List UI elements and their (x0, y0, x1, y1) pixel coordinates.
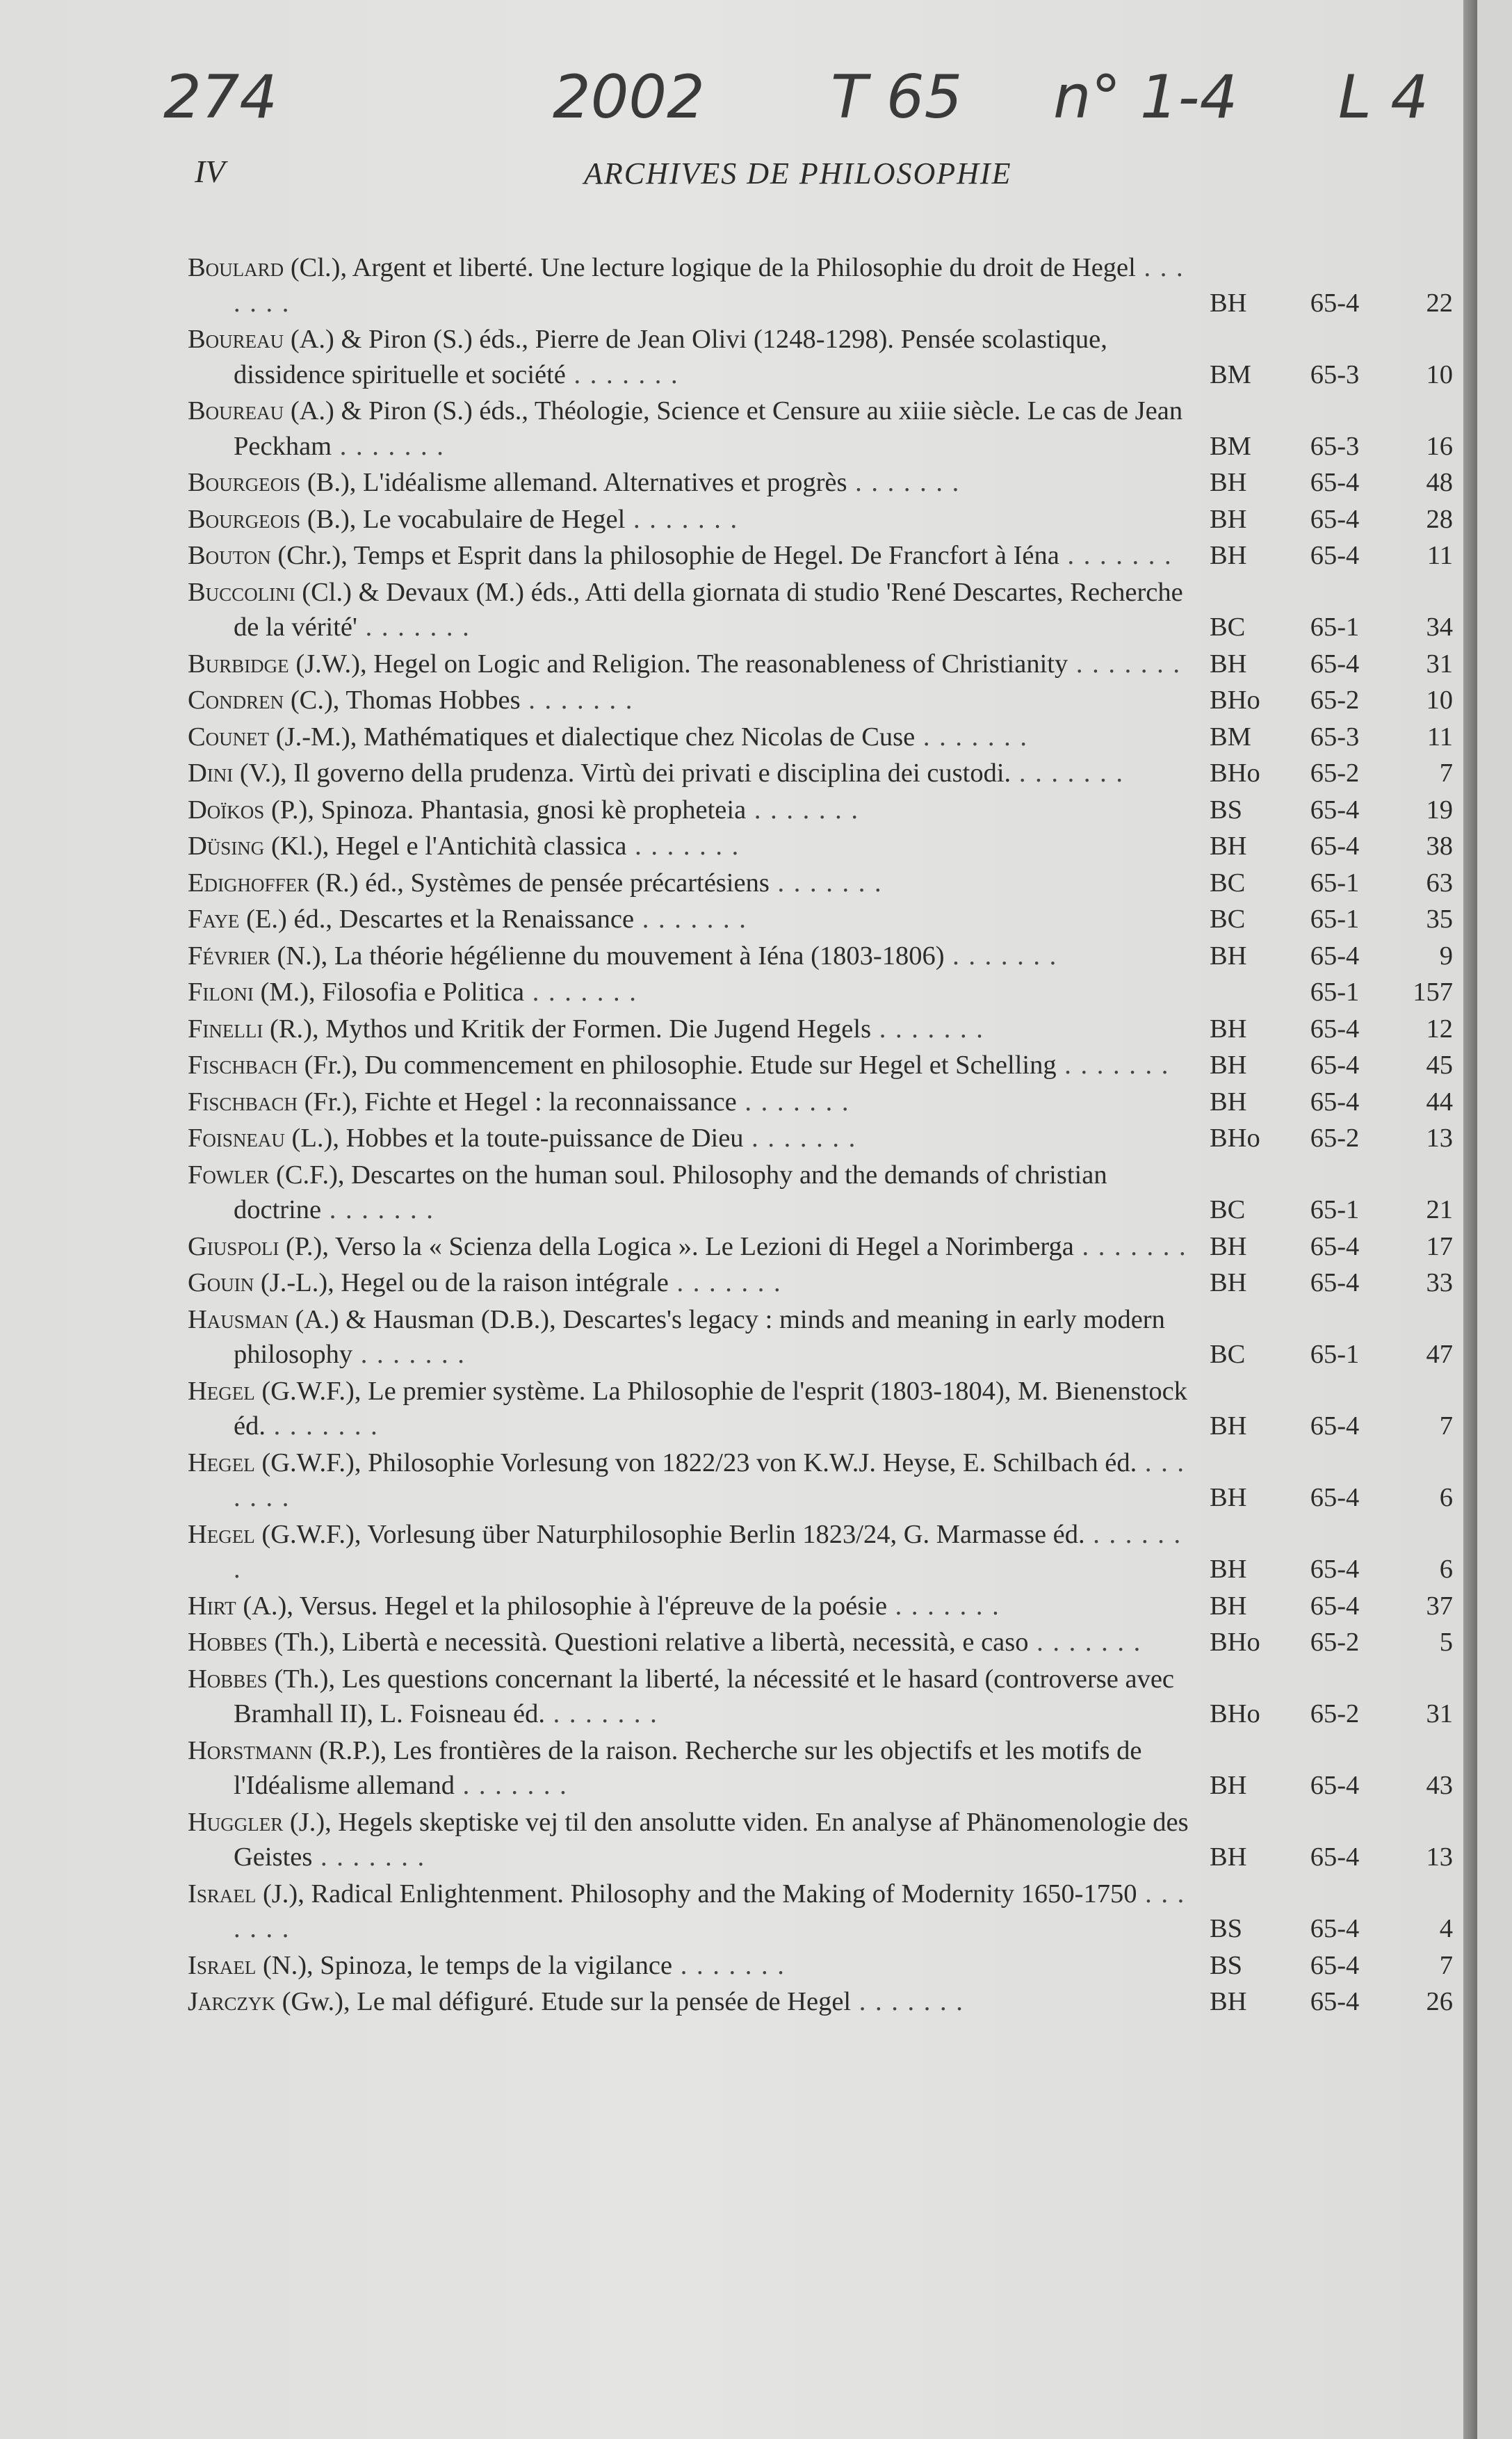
entry-title: (Th.), Les questions concernant la liberté, la nécessité et le hasard (controverse avec Bramhall II), L. Foisneau éd. (234, 1664, 1174, 1728)
entry-title: (R.) éd., Systèmes de pensée précartésiens (309, 868, 770, 898)
entry-title: (Fr.), Du commencement en philosophie. Etude sur Hegel et Schelling (297, 1051, 1057, 1080)
entry-author: Fischbach (188, 1087, 298, 1117)
entry-author: Boulard (188, 253, 284, 282)
entry-volume: 65-4 (1310, 1483, 1360, 1512)
entry-section: BH (1210, 1087, 1247, 1117)
entry-page: 21 (1426, 1195, 1453, 1224)
entry-author: Filoni (188, 978, 254, 1007)
index-entry (188, 1158, 1453, 1228)
leader-dots: . . . . . . . (871, 1014, 984, 1044)
entry-citation (188, 502, 1196, 537)
entry-title: (J.W.), Hegel on Logic and Religion. The reasonableness of Christianity (288, 649, 1068, 679)
index-entry (188, 1517, 1453, 1587)
entry-page: 17 (1426, 1231, 1453, 1261)
entry-title: (N.), La théorie hégélienne du mouvement à Iéna (1803-1806) (270, 941, 945, 971)
entry-citation (188, 1589, 1196, 1624)
entry-section: BM (1210, 431, 1251, 461)
entry-author: Düsing (188, 832, 265, 861)
entry-volume: 65-4 (1310, 1555, 1360, 1584)
entry-title: (Chr.), Temps et Esprit dans la philosophie de Hegel. De Francfort à Iéna (270, 541, 1059, 570)
handwritten-annotation (163, 63, 1456, 153)
leader-dots: . . . . . . . (1056, 1051, 1170, 1080)
entry-citation (188, 720, 1196, 755)
index-entry (188, 1589, 1453, 1624)
leader-dots: . . . . . . . (1059, 541, 1173, 570)
entry-author: Boureau (188, 325, 284, 354)
index-entry (188, 1877, 1453, 1947)
index-entry (188, 538, 1453, 574)
entry-citation (188, 394, 1196, 464)
index-entry (188, 902, 1453, 937)
entry-volume: 65-4 (1310, 541, 1360, 570)
index-entry (188, 1265, 1453, 1301)
entry-citation (188, 1625, 1196, 1660)
entry-volume: 65-1 (1310, 868, 1360, 898)
entry-section: BH (1210, 468, 1247, 497)
entry-page: 26 (1426, 1987, 1453, 2016)
entry-author: Counet (188, 722, 270, 752)
running-header (195, 153, 1376, 195)
entry-citation (188, 1877, 1196, 1947)
entry-citation (188, 1302, 1196, 1372)
entry-title: (Th.), Libertà e necessità. Questioni relative a libertà, necessità, e caso (267, 1628, 1029, 1657)
entry-section: BH (1210, 1555, 1247, 1584)
entry-title: (V.), Il governo della prudenza. Virtù dei privati e disciplina dei custodi. (233, 759, 1011, 788)
entry-citation (188, 1048, 1196, 1083)
entry-section: BH (1210, 1771, 1247, 1800)
entry-citation (188, 793, 1196, 828)
entry-section: BC (1210, 1195, 1246, 1224)
entry-section: BC (1210, 868, 1246, 898)
entry-page: 13 (1426, 1842, 1453, 1872)
entry-citation (188, 683, 1196, 718)
index-entry (188, 720, 1453, 755)
index-entry (188, 1662, 1453, 1732)
entry-volume: 65-4 (1310, 1087, 1360, 1117)
leader-dots: . . . . . . . (321, 1195, 434, 1224)
entry-volume: 65-2 (1310, 1628, 1360, 1657)
leader-dots: . . . . . . . (743, 1124, 857, 1153)
entry-section: BM (1210, 359, 1251, 389)
entry-page: 35 (1426, 905, 1453, 934)
entry-author: Bourgeois (188, 504, 301, 534)
adjacent-page-edge (1477, 0, 1512, 2439)
entry-author: Edighoffer (188, 868, 310, 898)
entry-title: (B.), Le vocabulaire de Hegel (300, 504, 626, 534)
entry-title: (A.) & Piron (S.) éds., Théologie, Science et Censure au xiiie siècle. Le cas de Jean Peckham (234, 396, 1183, 461)
index-entry (188, 1625, 1453, 1660)
index-entry (188, 1374, 1453, 1444)
entry-title: (J.), Radical Enlightenment. Philosophy and the Making of Modernity 1650-1750 (256, 1879, 1137, 1909)
entry-page: 12 (1426, 1014, 1453, 1044)
entry-volume: 65-4 (1310, 649, 1360, 679)
entry-author: Foisneau (188, 1124, 285, 1153)
entry-page: 10 (1426, 686, 1453, 715)
entry-page: 38 (1426, 832, 1453, 861)
entry-section: BC (1210, 613, 1246, 642)
entry-title: (R.), Mythos und Kritik der Formen. Die Jugend Hegels (263, 1014, 872, 1044)
entry-section: BS (1210, 1914, 1243, 1943)
entry-citation (188, 1984, 1196, 2020)
entry-section: BHo (1210, 1699, 1260, 1728)
handwritten-number: 274 (163, 63, 278, 132)
index-entry (188, 866, 1453, 901)
entry-citation (188, 1662, 1196, 1732)
entry-author: Israel (188, 1879, 257, 1909)
entry-page: 37 (1426, 1591, 1453, 1621)
entry-section: BH (1210, 541, 1247, 570)
entry-page: 13 (1426, 1124, 1453, 1153)
entry-section: BH (1210, 1842, 1247, 1872)
index-entry (188, 1805, 1453, 1875)
entry-page: 47 (1426, 1340, 1453, 1369)
entry-author: Finelli (188, 1014, 263, 1044)
leader-dots: . . . . . . . (851, 1987, 964, 2016)
entry-title: (P.), Spinoza. Phantasia, gnosi kè propheteia (264, 795, 747, 825)
entry-page: 157 (1413, 978, 1453, 1007)
leader-dots: . . . . . . . (626, 832, 740, 861)
entry-section: BH (1210, 1231, 1247, 1261)
entry-section: BH (1210, 504, 1247, 534)
entry-citation (188, 902, 1196, 937)
index-entry (188, 502, 1453, 537)
index-entry (188, 1085, 1453, 1120)
index-entry (188, 1302, 1453, 1372)
entry-title: (A.), Versus. Hegel et la philosophie à l'épreuve de la poésie (236, 1591, 888, 1621)
entry-volume: 65-4 (1310, 1987, 1360, 2016)
entry-author: Dini (188, 759, 234, 788)
entry-page: 7 (1439, 1950, 1453, 1980)
entry-citation (188, 1733, 1196, 1804)
leader-dots: . . . . . . . (520, 686, 634, 715)
entry-citation (188, 538, 1196, 574)
index-entry (188, 575, 1453, 645)
entry-citation (188, 1012, 1196, 1047)
entry-volume: 65-1 (1310, 1340, 1360, 1369)
entry-page: 31 (1426, 1699, 1453, 1728)
entry-page: 7 (1439, 759, 1453, 788)
entry-citation (188, 1121, 1196, 1156)
entry-title: (Kl.), Hegel e l'Antichità classica (264, 832, 627, 861)
entry-title: (J.), Hegels skeptiske vej til den ansolutte viden. En analyse af Phänomenologie des Geistes (234, 1807, 1189, 1872)
entry-author: Fischbach (188, 1051, 298, 1080)
index-entry (188, 250, 1453, 321)
index-entry (188, 394, 1453, 464)
entry-section: BH (1210, 941, 1247, 971)
handwritten-year: 2002 (553, 63, 705, 132)
leader-dots: . . . . . . . (634, 905, 747, 934)
index-entry (188, 647, 1453, 682)
entry-author: Février (188, 941, 270, 971)
leader-dots: . . . . . . . (769, 868, 883, 898)
entry-title: (G.W.F.), Philosophie Vorlesung von 1822/23 von K.W.J. Heyse, E. Schilbach éd. (254, 1448, 1137, 1477)
entry-volume: 65-3 (1310, 359, 1360, 389)
entry-title: (C.F.), Descartes on the human soul. Philosophy and the demands of christian doctrine (234, 1160, 1107, 1224)
entry-page: 6 (1439, 1555, 1453, 1584)
entry-volume: 65-1 (1310, 978, 1360, 1007)
entry-author: Huggler (188, 1807, 284, 1837)
entry-section: BH (1210, 1268, 1247, 1297)
entry-page: 63 (1426, 868, 1453, 898)
entry-citation (188, 1805, 1196, 1875)
index-entry (188, 1445, 1453, 1516)
entry-page: 5 (1439, 1628, 1453, 1657)
leader-dots: . . . . . . . (234, 1519, 1182, 1584)
entry-volume: 65-4 (1310, 1842, 1360, 1872)
entry-page: 34 (1426, 613, 1453, 642)
entry-citation (188, 756, 1196, 791)
entry-page: 7 (1439, 1411, 1453, 1441)
entry-author: Hobbes (188, 1664, 268, 1694)
entry-citation (188, 1445, 1196, 1516)
entry-section: BH (1210, 288, 1247, 318)
leader-dots: . . . . . . . (1011, 759, 1124, 788)
entry-title: (Fr.), Fichte et Hegel : la reconnaissance (297, 1087, 737, 1117)
entry-author: Giuspoli (188, 1231, 279, 1261)
entry-citation (188, 250, 1196, 321)
index-entry (188, 1012, 1453, 1047)
entry-volume: 65-4 (1310, 941, 1360, 971)
page-folio: IV (195, 154, 225, 189)
entry-author: Horstmann (188, 1735, 313, 1765)
entry-section: BS (1210, 1950, 1243, 1980)
leader-dots: . . . . . . . (524, 978, 637, 1007)
leader-dots: . . . . . . . (357, 613, 471, 642)
entry-volume: 65-2 (1310, 1124, 1360, 1153)
entry-volume: 65-3 (1310, 722, 1360, 752)
entry-section: BH (1210, 1014, 1247, 1044)
entry-citation (188, 829, 1196, 864)
entry-title: (L.), Hobbes et la toute-puissance de Dieu (284, 1124, 744, 1153)
entry-section: BH (1210, 649, 1247, 679)
entry-section: BH (1210, 1411, 1247, 1441)
entry-title: (M.), Filosofia e Politica (253, 978, 525, 1007)
entry-author: Hobbes (188, 1628, 268, 1657)
entry-author: Bouton (188, 541, 271, 570)
index-entry (188, 829, 1453, 864)
entry-citation (188, 1948, 1196, 1984)
leader-dots: . . . . . . . (1028, 1628, 1142, 1657)
index-entry (188, 1229, 1453, 1265)
leader-dots: . . . . . . . (234, 1448, 1185, 1512)
entry-title: (P.), Verso la « Scienza della Logica ». Le Lezioni di Hegel a Norimberga (279, 1231, 1074, 1261)
entry-section: BHo (1210, 1124, 1260, 1153)
leader-dots: . . . . . . . (915, 722, 1028, 752)
entry-volume: 65-4 (1310, 1771, 1360, 1800)
index-entry (188, 683, 1453, 718)
entry-author: Buccolini (188, 577, 295, 607)
leader-dots: . . . . . . . (265, 1411, 379, 1441)
entry-volume: 65-4 (1310, 1950, 1360, 1980)
entry-section: BC (1210, 905, 1246, 934)
leader-dots: . . . . . . . (944, 941, 1058, 971)
leader-dots: . . . . . . . (668, 1268, 782, 1297)
entry-citation (188, 1374, 1196, 1444)
leader-dots: . . . . . . . (544, 1699, 658, 1728)
entry-title: (B.), L'idéalisme allemand. Alternatives et progrès (300, 468, 847, 497)
entry-section: BHo (1210, 686, 1260, 715)
entry-section: BH (1210, 1591, 1247, 1621)
entry-section: BH (1210, 832, 1247, 861)
entry-citation (188, 1158, 1196, 1228)
index-entry (188, 1733, 1453, 1804)
entry-page: 10 (1426, 359, 1453, 389)
index-entry (188, 1121, 1453, 1156)
index-entry (188, 1048, 1453, 1083)
entry-citation (188, 465, 1196, 501)
leader-dots: . . . . . . . (234, 253, 1185, 318)
handwritten-tome: T 65 (831, 63, 963, 132)
entry-section: BS (1210, 795, 1243, 825)
entry-title: (C.), Thomas Hobbes (284, 686, 521, 715)
entry-volume: 65-4 (1310, 1014, 1360, 1044)
entry-volume: 65-4 (1310, 468, 1360, 497)
entry-author: Doïkos (188, 795, 265, 825)
entry-author: Hegel (188, 1376, 255, 1406)
entry-volume: 65-4 (1310, 504, 1360, 534)
leader-dots: . . . . . . . (455, 1771, 568, 1800)
entry-title: (A.) & Piron (S.) éds., Pierre de Jean Olivi (1248-1298). Pensée scolastique, dissidence spirituelle et société (234, 325, 1107, 389)
entry-citation (188, 1229, 1196, 1265)
entry-section: BH (1210, 1987, 1247, 2016)
entry-volume: 65-1 (1310, 613, 1360, 642)
entry-page: 19 (1426, 795, 1453, 825)
entry-volume: 65-4 (1310, 1051, 1360, 1080)
entry-citation (188, 575, 1196, 645)
entry-citation (188, 939, 1196, 974)
entry-title: (E.) éd., Descartes et la Renaissance (239, 905, 635, 934)
leader-dots: . . . . . . . (1073, 1231, 1187, 1261)
handwritten-code: L 4 (1338, 63, 1429, 132)
leader-dots: . . . . . . . (565, 359, 679, 389)
index-entry (188, 1948, 1453, 1984)
entry-author: Jarczyk (188, 1987, 275, 2016)
entry-section: BHo (1210, 1628, 1260, 1657)
entry-title: (N.), Spinoza, le temps de la vigilance (256, 1950, 673, 1980)
entry-page: 22 (1426, 288, 1453, 318)
entry-author: Condren (188, 686, 284, 715)
entry-page: 45 (1426, 1051, 1453, 1080)
index-entry (188, 322, 1453, 392)
index-entry (188, 465, 1453, 501)
leader-dots: . . . . . . . (352, 1340, 466, 1369)
entry-page: 11 (1426, 541, 1453, 570)
entry-page: 11 (1426, 722, 1453, 752)
index-entry (188, 975, 1453, 1010)
entry-author: Boureau (188, 396, 284, 426)
handwritten-issues: n° 1-4 (1053, 63, 1238, 132)
leader-dots: . . . . . . . (746, 795, 859, 825)
entry-volume: 65-1 (1310, 905, 1360, 934)
entry-volume: 65-4 (1310, 1591, 1360, 1621)
entry-author: Bourgeois (188, 468, 301, 497)
entry-citation (188, 1085, 1196, 1120)
entry-page: 28 (1426, 504, 1453, 534)
entry-citation (188, 322, 1196, 392)
leader-dots: . . . . . . . (672, 1950, 786, 1980)
leader-dots: . . . . . . . (847, 468, 961, 497)
entry-citation (188, 975, 1196, 1010)
entry-title: (Cl.), Argent et liberté. Une lecture logique de la Philosophie du droit de Hegel (284, 253, 1136, 282)
index-entry (188, 1984, 1453, 2020)
entry-section: BC (1210, 1340, 1246, 1369)
entry-title: (J.-L.), Hegel ou de la raison intégrale (254, 1268, 669, 1297)
entry-title: (Cl.) & Devaux (M.) éds., Atti della giornata di studio 'René Descartes, Recherche de la vérité' (234, 577, 1183, 642)
entry-citation (188, 1265, 1196, 1301)
entry-page: 16 (1426, 431, 1453, 461)
entry-citation (188, 647, 1196, 682)
leader-dots: . . . . . . . (887, 1591, 1000, 1621)
index-entry (188, 756, 1453, 791)
index-list (188, 250, 1453, 2021)
leader-dots: . . . . . . . (625, 504, 739, 534)
leader-dots: . . . . . . . (312, 1842, 426, 1872)
leader-dots: . . . . . . . (736, 1087, 850, 1117)
leader-dots: . . . . . . . (1068, 649, 1181, 679)
entry-title: (R.P.), Les frontières de la raison. Recherche sur les objectifs et les motifs de l'Idéalisme allemand (234, 1735, 1142, 1800)
entry-section: BHo (1210, 759, 1260, 788)
entry-citation (188, 1517, 1196, 1587)
entry-title: (A.) & Hausman (D.B.), Descartes's legacy : minds and meaning in early modern philosophy (234, 1304, 1165, 1369)
entry-volume: 65-2 (1310, 1699, 1360, 1728)
entry-page: 48 (1426, 468, 1453, 497)
entry-page: 43 (1426, 1771, 1453, 1800)
entry-page: 31 (1426, 649, 1453, 679)
entry-title: (G.W.F.), Vorlesung über Naturphilosophie Berlin 1823/24, G. Marmasse éd. (254, 1519, 1085, 1549)
entry-author: Israel (188, 1950, 257, 1980)
entry-volume: 65-1 (1310, 1195, 1360, 1224)
entry-author: Hirt (188, 1591, 236, 1621)
entry-section: BH (1210, 1051, 1247, 1080)
entry-title: (J.-M.), Mathématiques et dialectique chez Nicolas de Cuse (269, 722, 916, 752)
entry-title: (Gw.), Le mal défiguré. Etude sur la pensée de Hegel (275, 1987, 852, 2016)
book-gutter (1463, 0, 1477, 2439)
entry-volume: 65-4 (1310, 1411, 1360, 1441)
entry-author: Hegel (188, 1448, 255, 1477)
entry-volume: 65-4 (1310, 832, 1360, 861)
entry-volume: 65-4 (1310, 1914, 1360, 1943)
journal-title: ARCHIVES DE PHILOSOPHIE (584, 156, 1012, 191)
entry-page: 9 (1439, 941, 1453, 971)
entry-volume: 65-4 (1310, 795, 1360, 825)
leader-dots: . . . . . . . (234, 1879, 1186, 1943)
entry-author: Faye (188, 905, 240, 934)
entry-volume: 65-2 (1310, 686, 1360, 715)
entry-volume: 65-4 (1310, 1231, 1360, 1261)
entry-title: (G.W.F.), Le premier système. La Philosophie de l'esprit (1803-1804), M. Bienenstock éd. (234, 1376, 1187, 1441)
entry-volume: 65-3 (1310, 431, 1360, 461)
entry-section: BM (1210, 722, 1251, 752)
index-entry (188, 939, 1453, 974)
entry-volume: 65-4 (1310, 1268, 1360, 1297)
entry-section: BH (1210, 1483, 1247, 1512)
entry-author: Gouin (188, 1268, 254, 1297)
entry-author: Hausman (188, 1304, 288, 1334)
entry-volume: 65-4 (1310, 288, 1360, 318)
leader-dots: . . . . . . . (332, 431, 445, 461)
entry-page: 44 (1426, 1087, 1453, 1117)
entry-author: Burbidge (188, 649, 289, 679)
entry-volume: 65-2 (1310, 759, 1360, 788)
entry-author: Fowler (188, 1160, 270, 1190)
entry-author: Hegel (188, 1519, 255, 1549)
entry-page: 33 (1426, 1268, 1453, 1297)
entry-page: 4 (1439, 1914, 1453, 1943)
index-entry (188, 793, 1453, 828)
entry-citation (188, 866, 1196, 901)
entry-page: 6 (1439, 1483, 1453, 1512)
